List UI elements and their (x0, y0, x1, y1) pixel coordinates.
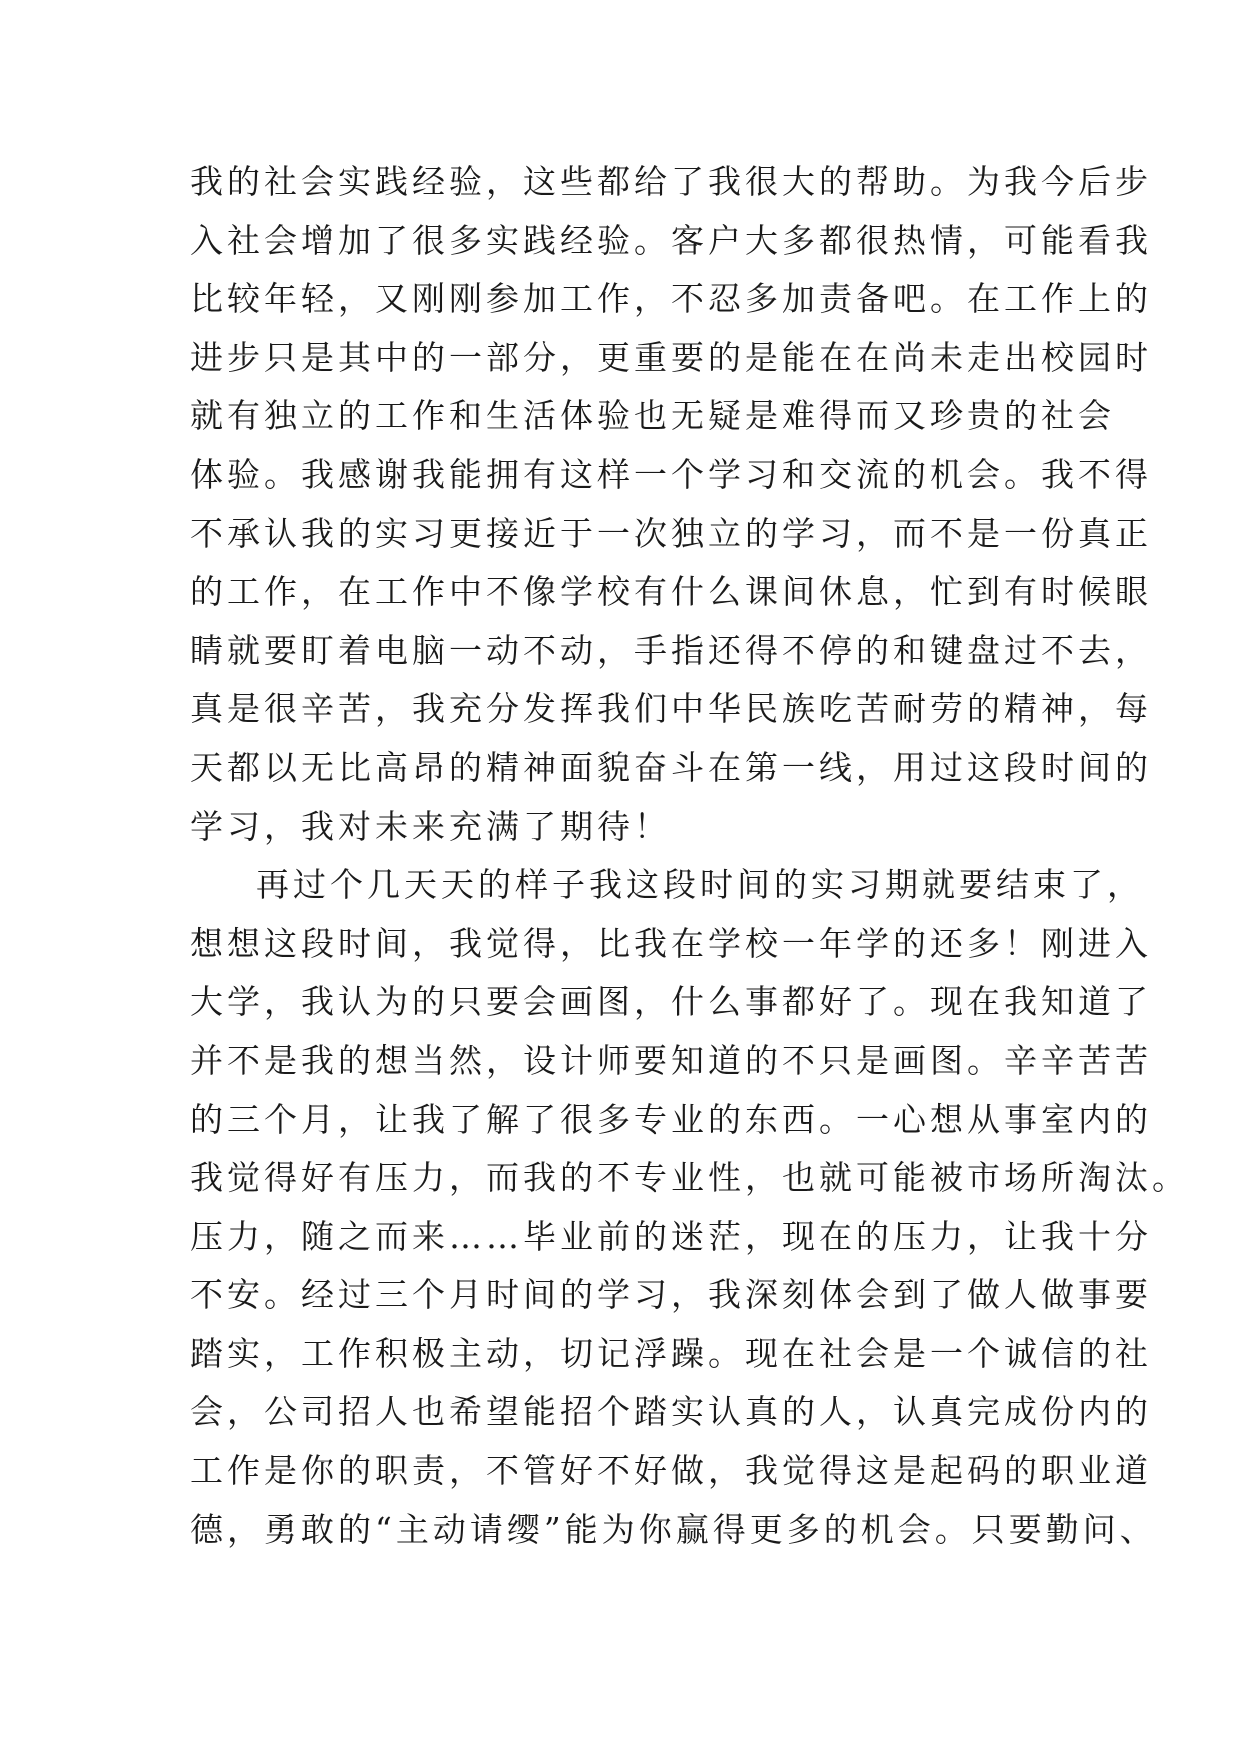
text-line: 会，公司招人也希望能招个踏实认真的人，认真完成份内的 (190, 1392, 1152, 1432)
text-line: 学习，我对未来充满了期待！ (190, 806, 671, 846)
text-line: 我的社会实践经验，这些都给了我很大的帮助。为我今后步 (190, 162, 1152, 201)
paragraph-2 (190, 856, 1189, 1559)
text-line: 的三个月，让我了解了很多专业的东西。一心想从事室内的 (190, 1099, 1152, 1139)
text-line: 再过个几天天的样子我这段时间的实习期就要结束了， (256, 865, 1144, 905)
text-line: 入社会增加了很多实践经验。客户大多都很热情，可能看我 (190, 220, 1152, 260)
text-line: 工作是你的职责，不管好不好做，我觉得这是起码的职业道 (190, 1451, 1152, 1491)
text-line: 我觉得好有压力，而我的不专业性，也就可能被市场所淘汰。 (190, 1158, 1189, 1198)
body-text (190, 153, 1189, 1559)
text-line: 比较年轻，又刚刚参加工作，不忍多加责备吧。在工作上的 (190, 279, 1152, 319)
text-line: 就有独立的工作和生活体验也无疑是难得而又珍贵的社会 (190, 396, 1115, 436)
text-line: 睛就要盯着电脑一动不动，手指还得不停的和键盘过不去， (190, 630, 1152, 670)
text-line: 德，勇敢的“主动请缨”能为你赢得更多的机会。只要勤问、 (190, 1509, 1157, 1549)
text-line: 压力，随之而来……毕业前的迷茫，现在的压力，让我十分 (190, 1216, 1152, 1256)
text-line: 的工作，在工作中不像学校有什么课间休息，忙到有时候眼 (190, 572, 1152, 612)
text-line: 踏实，工作积极主动，切记浮躁。现在社会是一个诚信的社 (190, 1333, 1152, 1373)
text-line: 大学，我认为的只要会画图，什么事都好了。现在我知道了 (190, 982, 1152, 1022)
text-line: 不安。经过三个月时间的学习，我深刻体会到了做人做事要 (190, 1275, 1152, 1315)
text-line: 想想这段时间，我觉得，比我在学校一年学的还多！刚进入 (190, 923, 1152, 963)
text-line: 进步只是其中的一部分，更重要的是能在在尚未走出校园时 (190, 337, 1152, 377)
text-line: 天都以无比高昂的精神面貌奋斗在第一线，用过这段时间的 (190, 747, 1152, 787)
text-line: 不承认我的实习更接近于一次独立的学习，而不是一份真正 (190, 513, 1152, 553)
text-line: 体验。我感谢我能拥有这样一个学习和交流的机会。我不得 (190, 454, 1152, 494)
text-line: 真是很辛苦，我充分发挥我们中华民族吃苦耐劳的精神，每 (190, 689, 1152, 729)
paragraph-1 (190, 153, 1152, 856)
text-line: 并不是我的想当然，设计师要知道的不只是画图。辛辛苦苦 (190, 1040, 1152, 1080)
